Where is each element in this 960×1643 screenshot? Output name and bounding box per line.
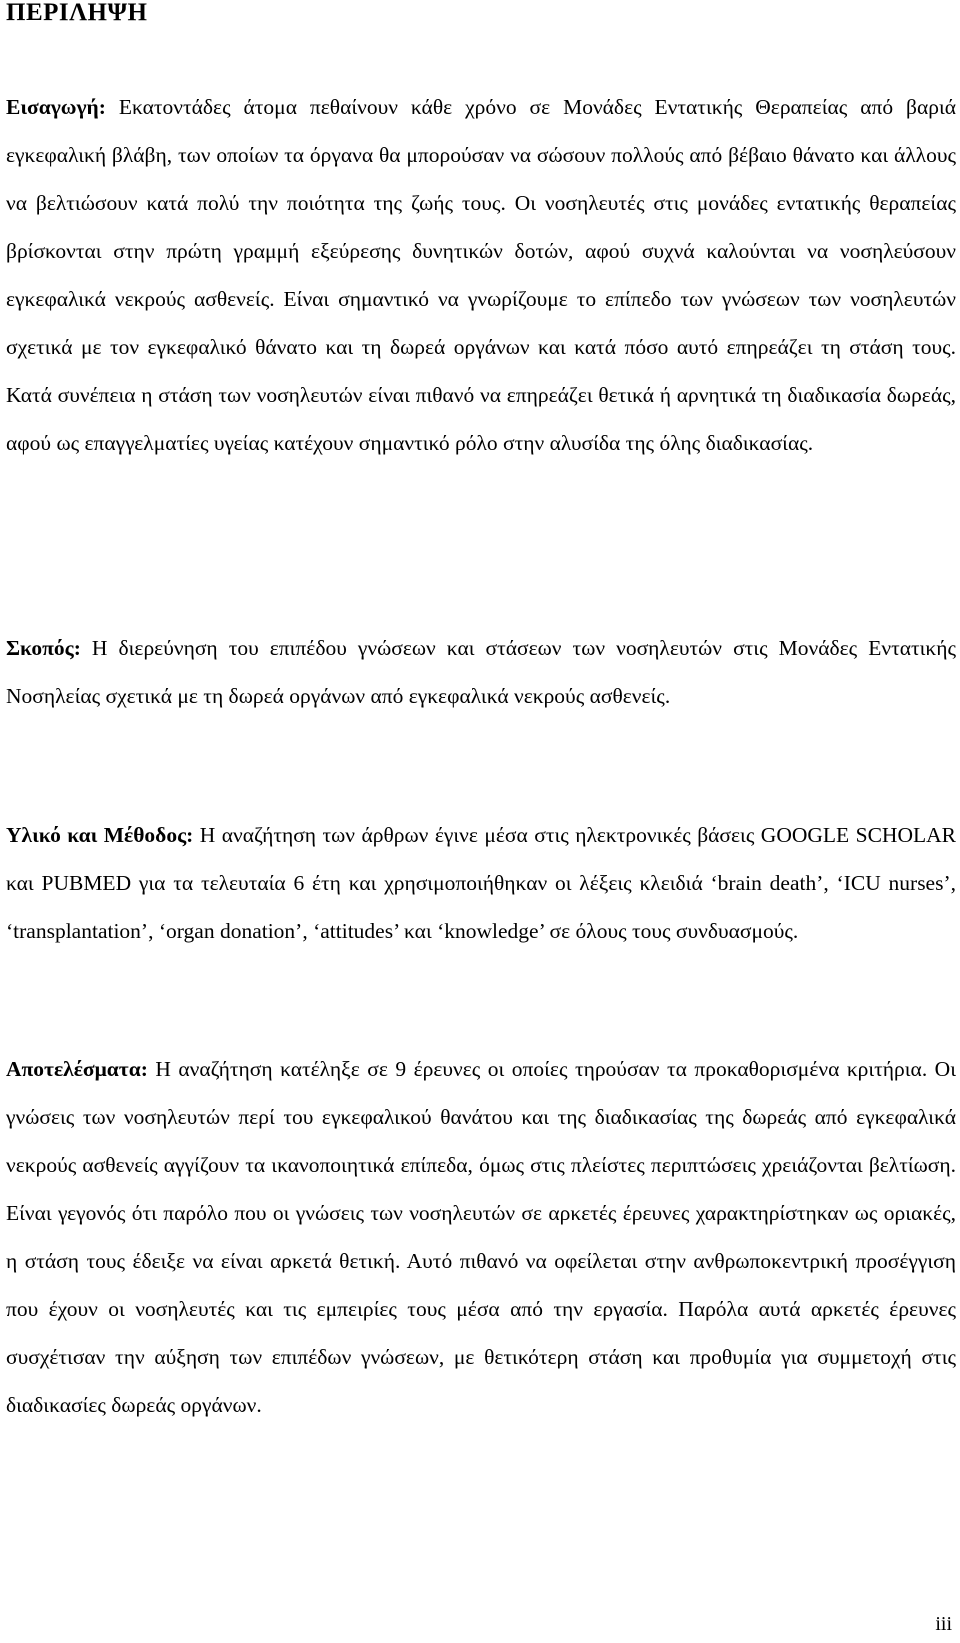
introduction-label: Εισαγωγή:: [6, 95, 106, 119]
introduction-text: Εκατοντάδες άτομα πεθαίνουν κάθε χρόνο σε Μονάδες Εντατικής Θεραπείας από βαριά εγκεφαλική βλάβη, των οποίων τα όργανα θα μπορούσαν να σώσουν πολλούς από βέβαιο θάνατο και άλλους να βελτιώσουν κατά πολύ την ποιότητα της ζωής τους. Οι νοσηλευτές στις μονάδες εντατικής θεραπείας βρίσκονται στην πρώτη γραμμή εξεύρεσης δυνητικών δοτών, αφού συχνά καλούνται να νοσηλεύσουν εγκεφαλικά νεκρούς ασθενείς. Είναι σημαντικό να γνωρίζουμε το επίπεδο των γνώσεων των νοσηλευτών σχετικά με τον εγκεφαλικό θάνατο και τη δωρεά οργάνων και κατά πόσο αυτό επηρεάζει τη στάση τους. Κατά συνέπεια η στάση των νοσηλευτών είναι πιθανό να επηρεάζει θετικά ή αρνητικά τη διαδικασία δωρεάς, αφού ως επαγγελματίες υγείας κατέχουν σημαντικό ρόλο στην αλυσίδα της όλης διαδικασίας.: [6, 95, 956, 455]
introduction-paragraph: [6, 83, 956, 467]
aim-label: Σκοπός:: [6, 636, 81, 660]
method-paragraph: [6, 811, 956, 955]
results-paragraph: [6, 1045, 956, 1429]
page-title: ΠΕΡΙΛΗΨΗ: [6, 0, 148, 26]
results-label: Αποτελέσματα:: [6, 1057, 148, 1081]
page-number: iii: [935, 1613, 952, 1635]
results-text: Η αναζήτηση κατέληξε σε 9 έρευνες οι οποίες τηρούσαν τα προκαθορισμένα κριτήρια. Οι γνώσεις των νοσηλευτών περί του εγκεφαλικού θανάτου και της διαδικασίας της δωρεάς από εγκεφαλικά νεκρούς ασθενείς αγγίζουν τα ικανοποιητικά επίπεδα, όμως στις πλείστες περιπτώσεις χρειάζονται βελτίωση. Είναι γεγονός ότι παρόλο που οι γνώσεις των νοσηλευτών σε αρκετές έρευνες χαρακτηρίστηκαν ως οριακές, η στάση τους έδειξε να είναι αρκετά θετική. Αυτό πιθανό να οφείλεται στην ανθρωποκεντρική προσέγγιση που έχουν οι νοσηλευτές και τις εμπειρίες τους μέσα από την εργασία. Παρόλα αυτά αρκετές έρευνες συσχέτισαν την αύξηση των επιπέδων γνώσεων, με θετικότερη στάση και προθυμία για συμμετοχή στις διαδικασίες δωρεάς οργάνων.: [6, 1057, 956, 1417]
aim-paragraph: [6, 624, 956, 720]
aim-text: Η διερεύνηση του επιπέδου γνώσεων και στάσεων των νοσηλευτών στις Μονάδες Εντατικής Νοσηλείας σχετικά με τη δωρεά οργάνων από εγκεφαλικά νεκρούς ασθενείς.: [6, 636, 956, 708]
method-label: Υλικό και Μέθοδος:: [6, 823, 194, 847]
method-text: Η αναζήτηση των άρθρων έγινε μέσα στις ηλεκτρονικές βάσεις GOOGLE SCHOLAR και PUBMED για τα τελευταία 6 έτη και χρησιμοποιήθηκαν οι λέξεις κλειδιά ‘brain death’, ‘ICU nurses’, ‘transplantation’, ‘organ donation’, ‘attitudes’ και ‘knowledge’ σε όλους τους συνδυασμούς.: [6, 823, 956, 943]
